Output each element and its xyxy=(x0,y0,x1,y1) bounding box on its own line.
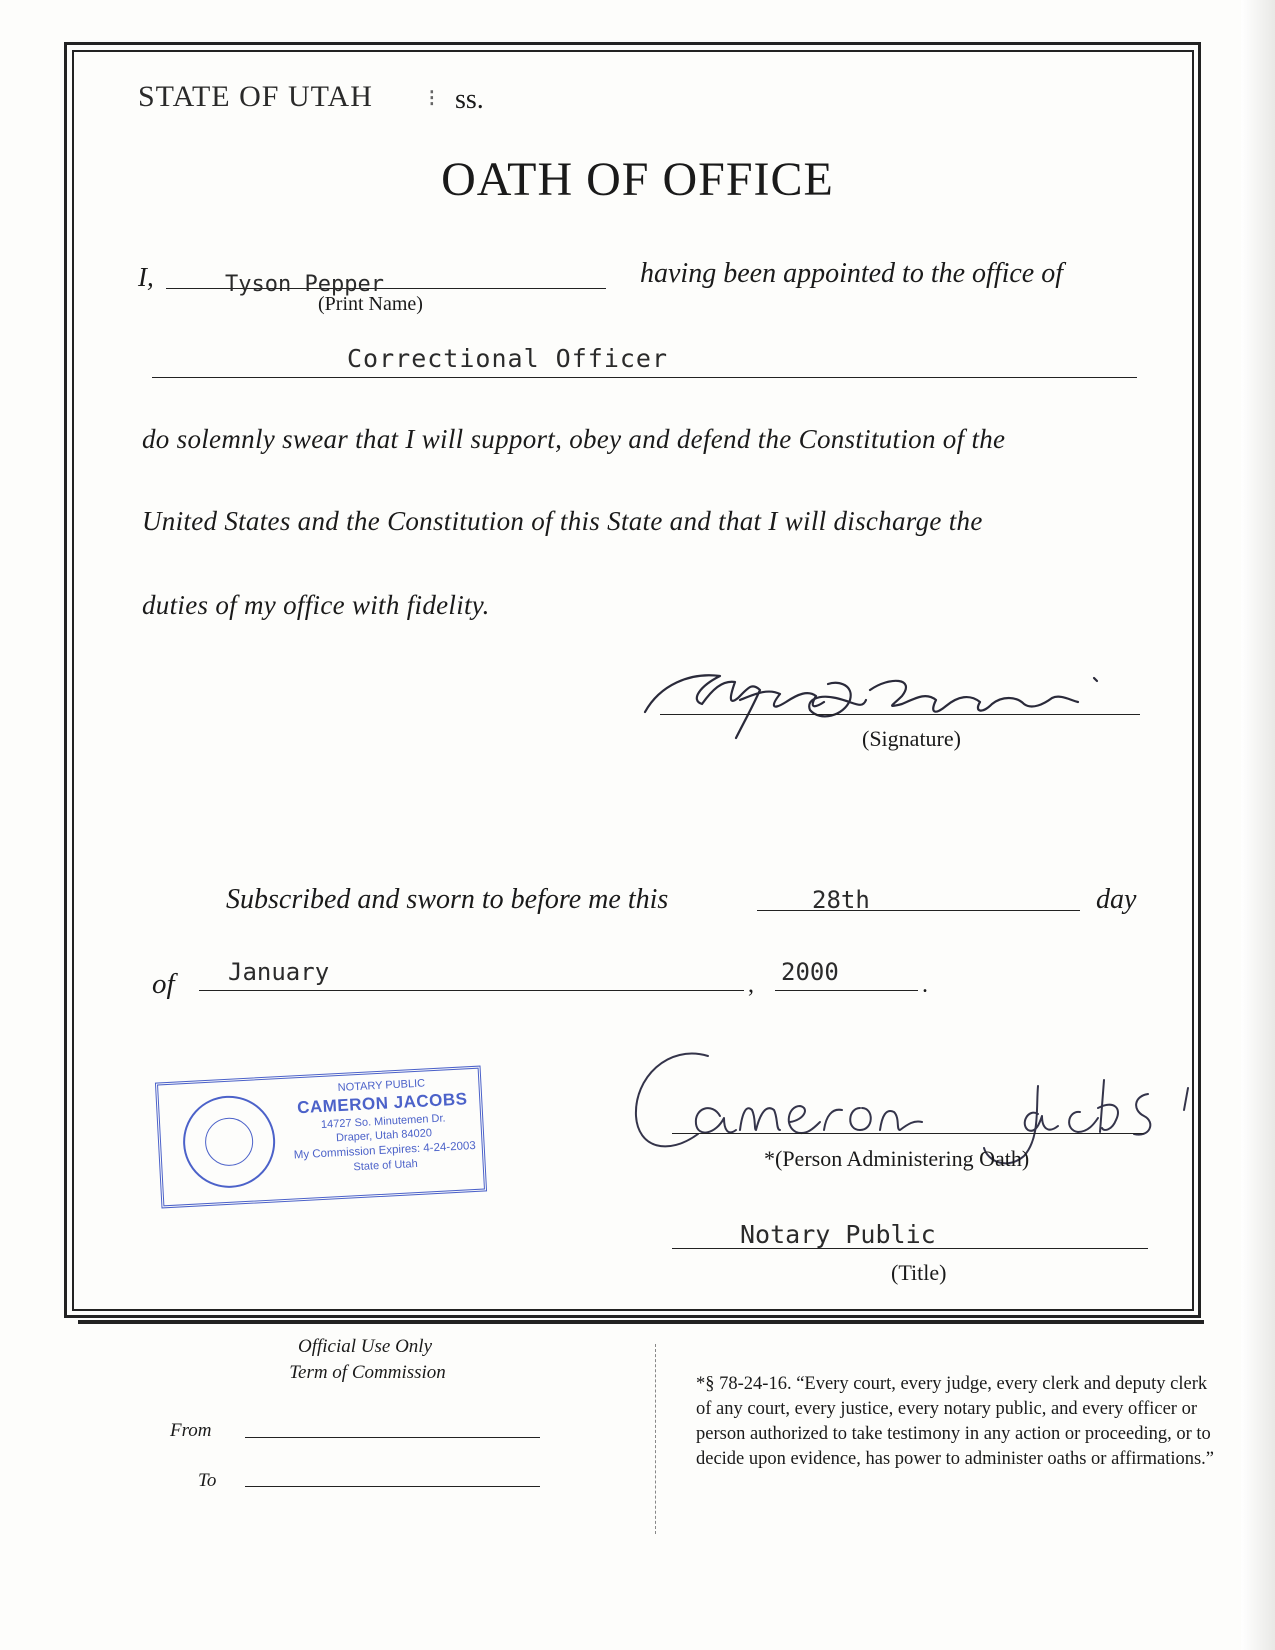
stamp-notary-name: CAMERON JACOBS xyxy=(296,1089,468,1118)
date-comma: , xyxy=(748,972,754,998)
footer-divider xyxy=(655,1344,656,1534)
venue-brace: ⁝ xyxy=(428,86,436,112)
sworn-prefix: Subscribed and sworn to before me this xyxy=(226,884,669,915)
from-label: From xyxy=(170,1420,212,1441)
of-word: of xyxy=(152,968,175,1000)
from-field[interactable] xyxy=(245,1437,540,1438)
year-line xyxy=(775,990,918,991)
notary-stamp xyxy=(155,1066,487,1209)
day-word: day xyxy=(1096,884,1137,915)
year-value[interactable]: 2000 xyxy=(781,958,839,986)
stamp-address-1: 14727 So. Minutemen Dr. xyxy=(320,1112,446,1131)
title-value[interactable]: Notary Public xyxy=(740,1220,936,1249)
stamp-state: State of Utah xyxy=(353,1157,418,1174)
day-value[interactable]: 28th xyxy=(812,886,870,914)
day-line xyxy=(757,910,1080,911)
official-use-heading: Official Use Only xyxy=(297,1336,433,1357)
state-seal-icon xyxy=(181,1093,278,1190)
appointment-suffix: having been appointed to the office of xyxy=(640,258,1064,289)
administrator-signature-line xyxy=(672,1133,1144,1134)
date-period: . xyxy=(922,972,928,998)
signature-line xyxy=(660,714,1140,715)
stamp-commission: My Commission Expires: 4-24-2003 xyxy=(293,1139,477,1162)
printed-name-value[interactable]: Tyson Pepper xyxy=(225,272,384,297)
signature-label: (Signature) xyxy=(862,726,961,751)
oath-prefix: I, xyxy=(138,262,154,292)
stamp-line-notary: NOTARY PUBLIC xyxy=(337,1077,426,1095)
office-line xyxy=(152,377,1137,378)
to-label: To xyxy=(198,1470,217,1491)
oath-text-line-3: duties of my office with fidelity. xyxy=(142,590,490,620)
stamp-address-2: Draper, Utah 84020 xyxy=(335,1127,433,1145)
form-border-shadow xyxy=(78,1320,1204,1324)
print-name-label: (Print Name) xyxy=(318,293,423,315)
title-label: (Title) xyxy=(891,1260,947,1285)
administrator-label: *(Person Administering Oath) xyxy=(764,1146,1030,1171)
month-value[interactable]: January xyxy=(228,958,330,986)
to-field[interactable] xyxy=(245,1486,540,1487)
month-line xyxy=(199,990,744,991)
state-heading: STATE OF UTAH xyxy=(138,80,373,113)
oath-text-line-2: United States and the Constitution of this State and that I will discharge the xyxy=(142,506,983,536)
office-value[interactable]: Correctional Officer xyxy=(347,344,669,373)
oath-text-line-1: do solemnly swear that I will support, obey and defend the Constitution of the xyxy=(142,424,1006,454)
page-edge-shadow xyxy=(1241,0,1275,1650)
term-of-commission-heading: Term of Commission xyxy=(289,1362,446,1383)
venue-ss: ss. xyxy=(455,84,484,115)
page-title: OATH OF OFFICE xyxy=(441,153,834,206)
statute-footnote: *§ 78-24-16. “Every court, every judge, every clerk and deputy clerk of any court, every justice, every notary public, and every officer or person authorized to take testimony in any action or proceeding, or to decide upon evidence, has power to administer oaths or affirmations.” xyxy=(696,1374,1215,1469)
